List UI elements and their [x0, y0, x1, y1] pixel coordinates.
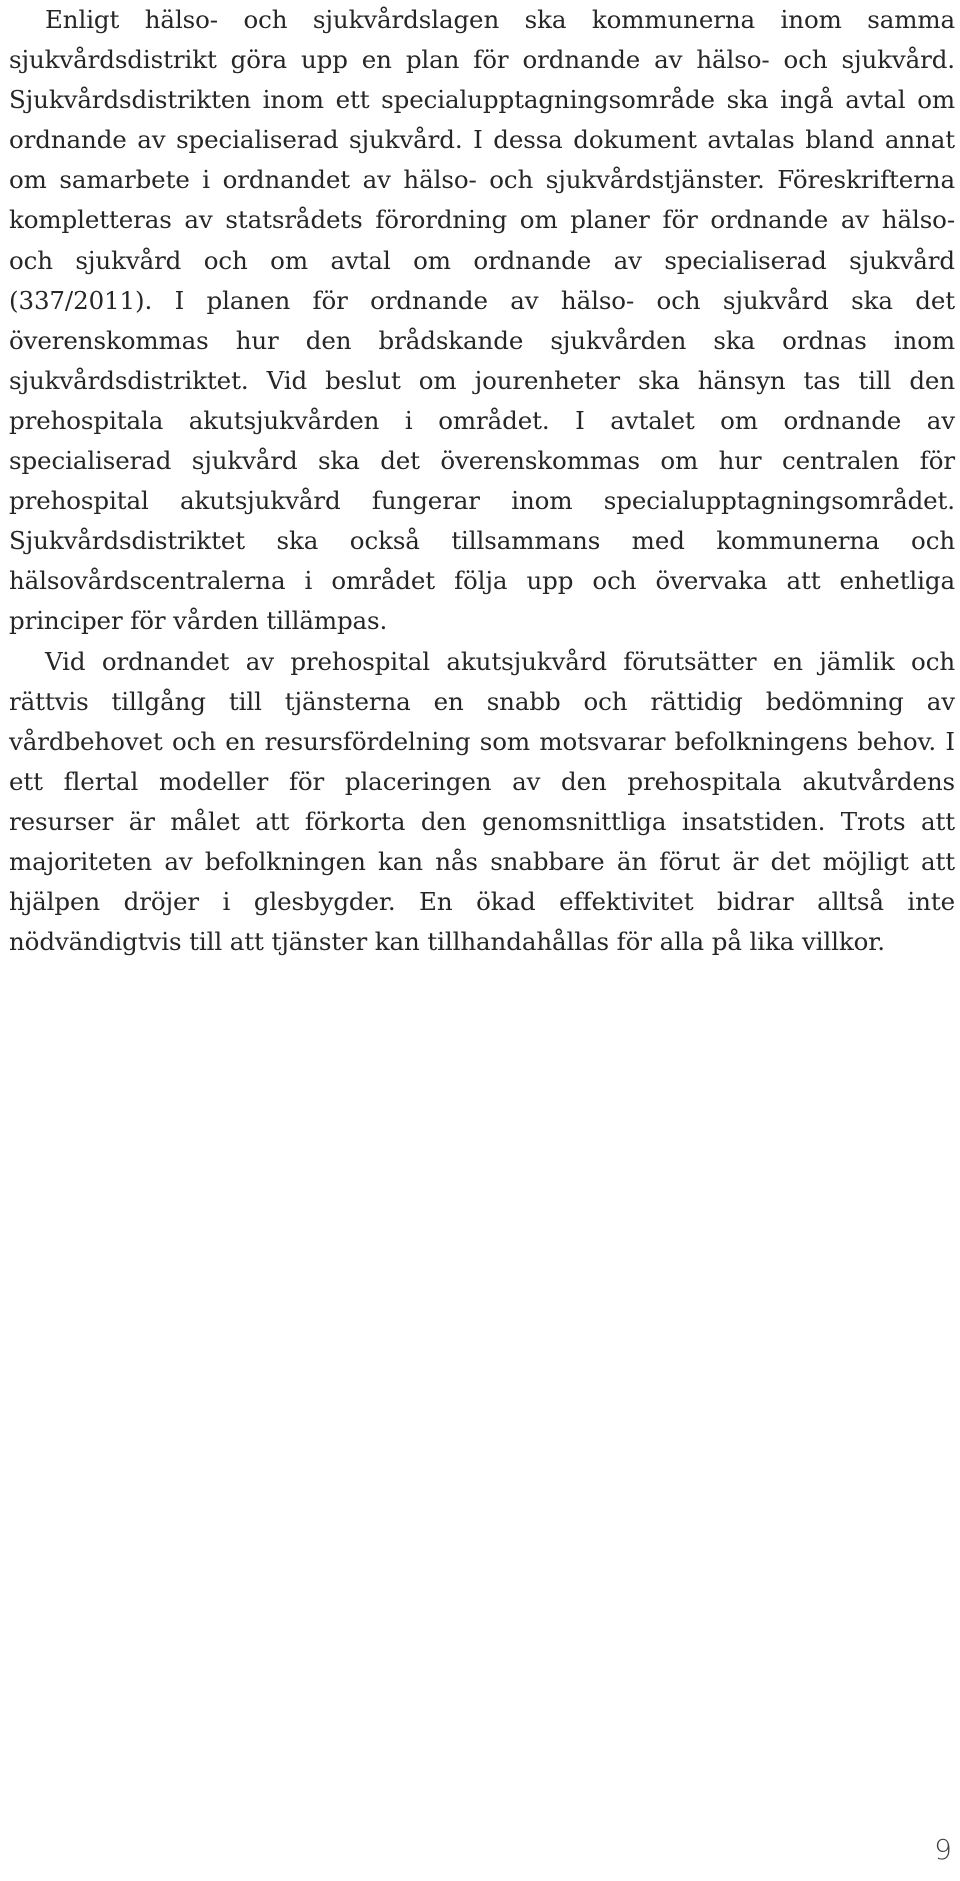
page-number: 9 [934, 1833, 952, 1866]
document-body [9, 0, 955, 962]
paragraph-1: Enligt hälso- och sjukvårdslagen ska kommunerna inom samma sjukvårdsdistrikt göra upp en plan för ordnande av hälso- och sjukvård. Sjukvårdsdistrikten inom ett specialupptagningsområde ska ingå avtal om ordnande av specialiserad sjukvård. I dessa dokument avtalas bland annat om samarbete i ordnandet av hälso- och sjukvårdstjänster. Föreskrifterna kompletteras av statsrådets förordning om planer för ordnande av hälso- och sjukvård och om avtal om ordnande av specialiserad sjukvård (337/2011). I planen för ordnande av hälso- och sjukvård ska det överenskommas hur den brådskande sjukvården ska ordnas inom sjukvårdsdistriktet. Vid beslut om jourenheter ska hänsyn tas till den prehospitala akutsjukvården i området. I avtalet om ordnande av specialiserad sjukvård ska det överenskommas om hur centralen för prehospital akutsjukvård fungerar inom specialupptagningsområdet. Sjukvårdsdistriktet ska också tillsammans med kommunerna och hälsovårdscentralerna i området följa upp och övervaka att enhetliga principer för vården tillämpas. [9, 5, 955, 636]
paragraph-2: Vid ordnandet av prehospital akutsjukvård förutsätter en jämlik och rättvis tillgång till tjänsterna en snabb och rättidig bedömning av vårdbehovet och en resursfördelning som motsvarar befolkningens behov. I ett flertal modeller för placeringen av den prehospitala akutvårdens resurser är målet att förkorta den genomsnittliga insatstiden. Trots att majoriteten av befolkningen kan nås snabbare än förut är det möjligt att hjälpen dröjer i glesbygder. En ökad effektivitet bidrar alltså inte nödvändigtvis till att tjänster kan tillhandahållas för alla på lika villkor. [9, 646, 955, 957]
